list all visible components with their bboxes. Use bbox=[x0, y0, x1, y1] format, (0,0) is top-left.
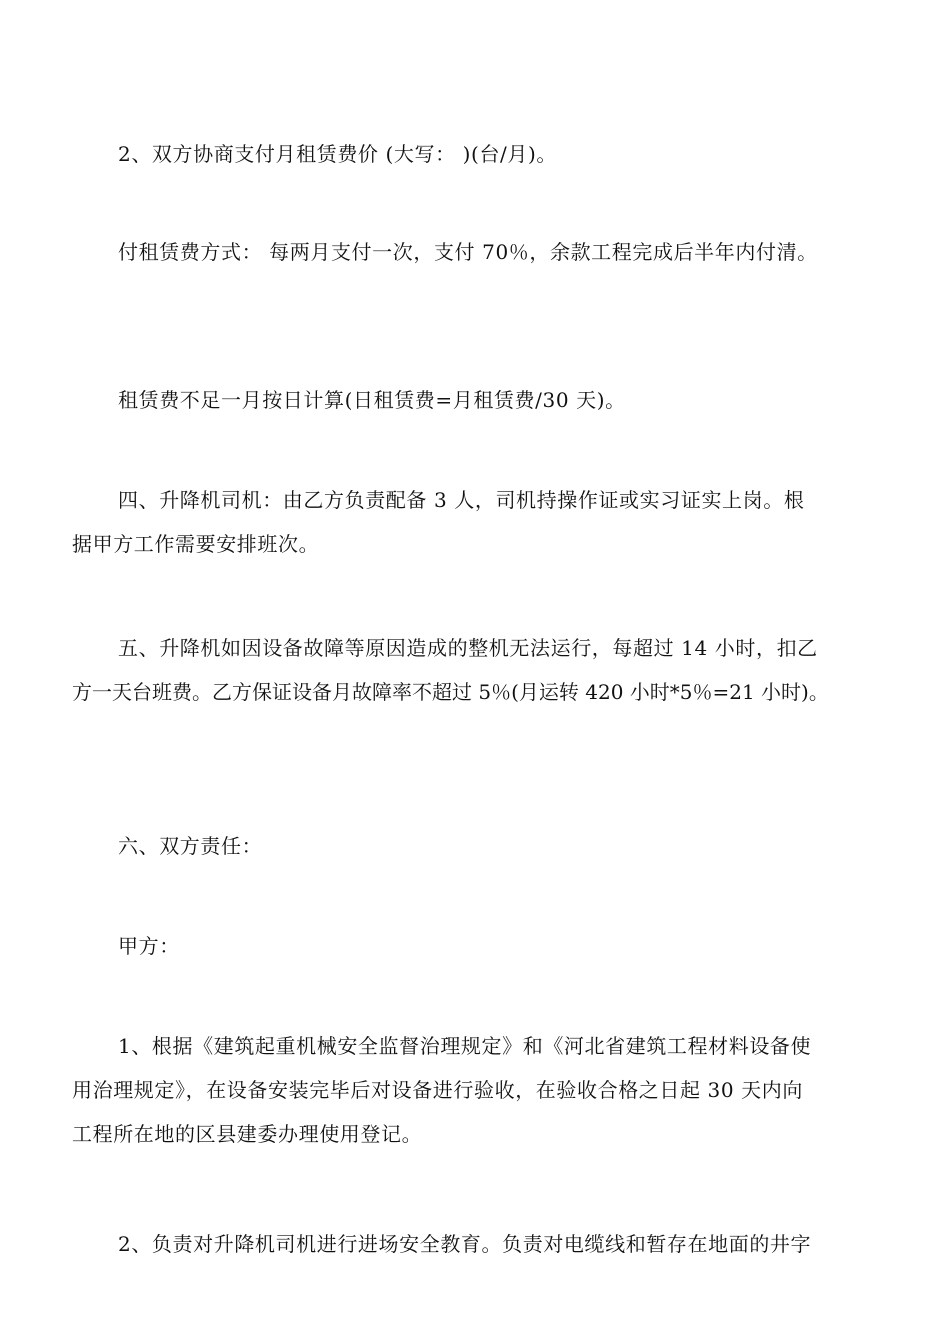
text-line: 2、负责对升降机司机进行进场安全教育。负责对电缆线和暂存在地面的井字 bbox=[118, 1232, 812, 1256]
paragraph-daily-rent bbox=[72, 378, 884, 422]
paragraph-payment-method bbox=[72, 230, 884, 274]
text-line: 2、双方协商支付月租赁费价 (大写： )(台/月)。 bbox=[118, 142, 557, 166]
text-line: 五、升降机如因设备故障等原因造成的整机无法运行，每超过 14 小时，扣乙 bbox=[118, 636, 818, 660]
text-line: 六、双方责任： bbox=[118, 834, 263, 858]
paragraph-section-5-failure bbox=[72, 626, 884, 714]
text-line: 方一天台班费。乙方保证设备月故障率不超过 5％(月运转 420 小时*5％=21 小时)。 bbox=[72, 680, 829, 704]
paragraph-section-4-operator bbox=[72, 478, 884, 566]
text-line: 付租赁费方式： 每两月支付一次，支付 70％，余款工程完成后半年内付清。 bbox=[118, 240, 818, 264]
paragraph-party-a-item-1 bbox=[72, 1024, 884, 1156]
paragraph-section-6-heading bbox=[72, 824, 884, 868]
text-line: 租赁费不足一月按日计算(日租赁费=月租赁费/30 天)。 bbox=[118, 388, 626, 412]
text-line: 1、根据《建筑起重机械安全监督治理规定》和《河北省建筑工程材料设备使 bbox=[118, 1034, 812, 1058]
paragraph-party-a-heading bbox=[72, 924, 884, 968]
paragraph-rent-price bbox=[72, 132, 884, 176]
paragraph-party-a-item-2 bbox=[72, 1222, 884, 1266]
text-line: 据甲方工作需要安排班次。 bbox=[72, 532, 320, 556]
text-line: 甲方： bbox=[118, 934, 180, 958]
text-line: 用治理规定》，在设备安装完毕后对设备进行验收，在验收合格之日起 30 天内向 bbox=[72, 1078, 803, 1102]
text-line: 四、升降机司机：由乙方负责配备 3 人，司机持操作证或实习证实上岗。根 bbox=[118, 488, 805, 512]
text-line: 工程所在地的区县建委办理使用登记。 bbox=[72, 1122, 423, 1146]
